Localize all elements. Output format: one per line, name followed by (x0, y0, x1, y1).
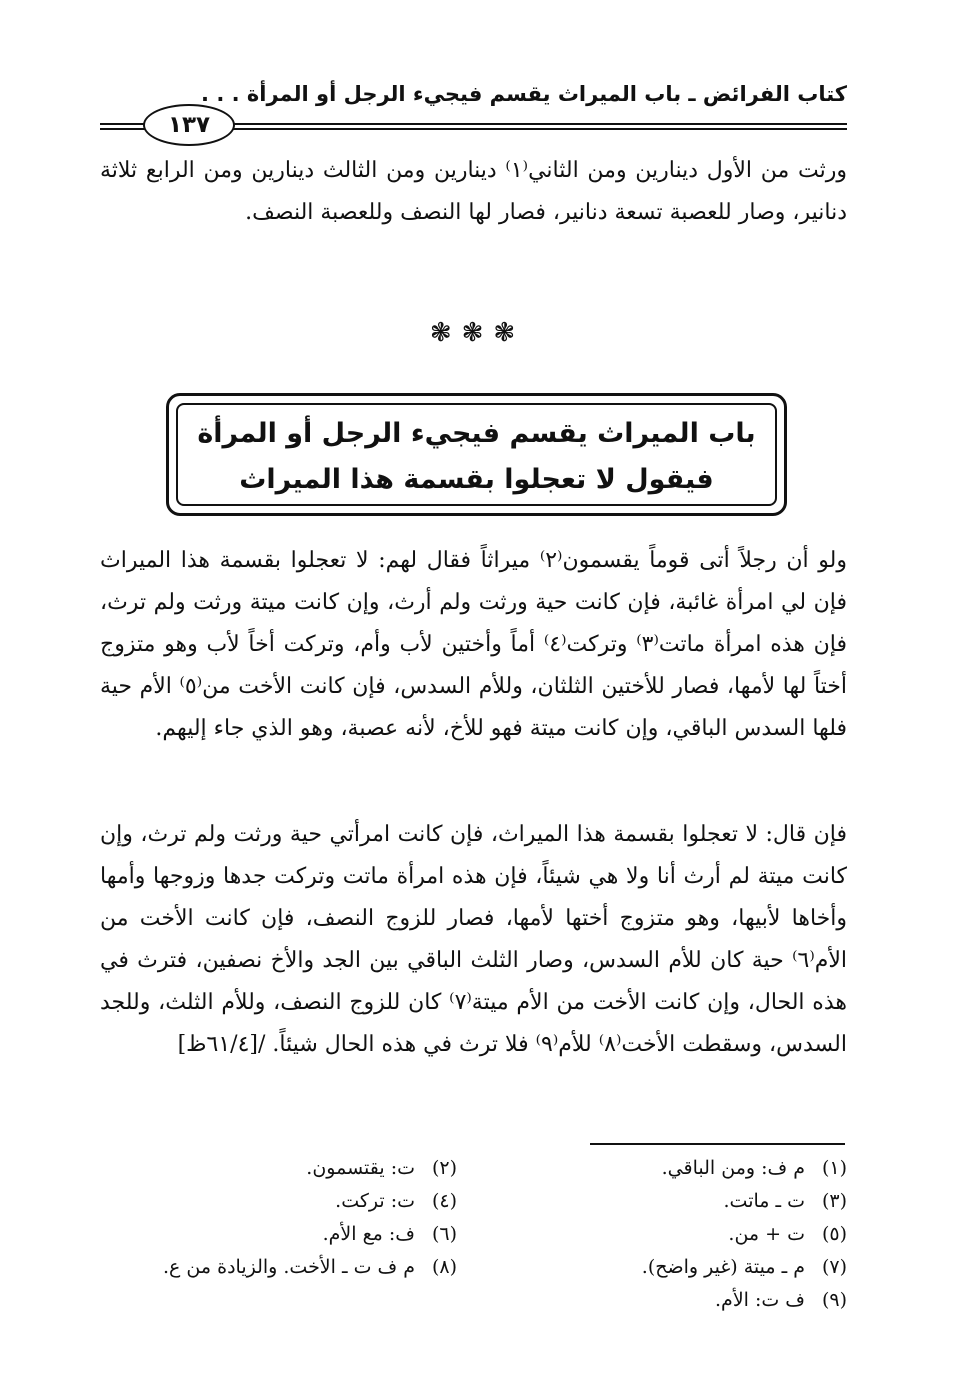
footnote-number: (٩) (821, 1289, 847, 1311)
footnote-item (102, 1185, 457, 1218)
footnote-item (517, 1152, 847, 1185)
footnote-item (102, 1218, 457, 1251)
manuscript-marker: /[٦١/٤ظ] (177, 1032, 266, 1057)
footnote-number: (٤) (431, 1190, 457, 1212)
footnote-number: (٨) (431, 1256, 457, 1278)
footnote-item (517, 1218, 847, 1251)
footnote-item (517, 1185, 847, 1218)
footnote-number: (٣) (821, 1190, 847, 1212)
page-number: ١٣٧ (143, 104, 235, 146)
footnote-text: ت: يقتسمون. (306, 1157, 415, 1179)
footnote-number: (٧) (821, 1256, 847, 1278)
section-title (176, 403, 777, 506)
footnote-item (517, 1251, 847, 1284)
footnote-item (517, 1284, 847, 1317)
footnote-number: (٢) (431, 1157, 457, 1179)
running-header: كتاب الفرائض ـ باب الميراث يقسم فيجيء الرجل أو المرأة . . . (201, 82, 847, 106)
section-title-frame (166, 393, 787, 516)
footnote-item (102, 1251, 457, 1284)
footnote-text: ت ـ ماتت. (723, 1190, 805, 1212)
footnote-number: (٥) (821, 1223, 847, 1245)
footnote-number: (١) (821, 1157, 847, 1179)
footnote-text: م ف ت ـ الأخت. والزيادة من ع. (163, 1256, 415, 1278)
section-title-line-2: فيقول لا تعجلوا بقسمة هذا الميراث (239, 464, 714, 495)
body-paragraph-2 (100, 814, 847, 1066)
footnote-item (102, 1152, 457, 1185)
intro-paragraph: ورثت من الأول دينارين ومن الثاني⁽١⁾ دينارين ومن الثالث دينارين ومن الرابع ثلاثة دنانير، وصار للعصبة تسعة دنانير، فصار لها النصف وللعصبة النصف. (100, 158, 848, 225)
footnote-text: ف ت: الأم. (715, 1289, 805, 1311)
paragraph-2-text: فإن قال: لا تعجلوا بقسمة هذا الميراث، فإن كانت امرأتي حية ورثت ولم ترث، وإن كانت ميتة لم أرث أنا ولا هي شيئاً، فإن هذه امرأة ماتت وتركت جدها وزوجها وأمها وأخاها لأبيها، وهو متزوج أختها لأمها، فصار للزوج النصف، فإن كانت الأخت من الأم⁽٦⁾ حية كان للأم السدس، وصار الثلث الباقي بين الجد والأخ نصفين، فترث في هذه الحال، وإن كانت الأخت من الأم ميتة⁽٧⁾ كان للزوج النصف، وللأم الثلث، وللجد السدس، وسقطت الأخت⁽٨⁾ للأم⁽٩⁾ فلا ترث في هذه الحال شيئاً. (100, 822, 847, 1057)
footnote-text: ت: تركت. (335, 1190, 415, 1212)
footnote-text: م ف: ومن الباقي. (661, 1157, 805, 1179)
footnote-text: م ـ ميتة (غير واضح). (641, 1256, 805, 1278)
footnotes-left-column (102, 1152, 457, 1284)
footnote-text: ف: مع الأم. (322, 1223, 415, 1245)
footnotes-right-column (517, 1152, 847, 1317)
body-paragraph-1: ولو أن رجلاً أتى قوماً يقسمون⁽٢⁾ ميراثاً فقال لهم: لا تعجلوا بقسمة هذا الميراث فإن لي امرأة غائبة، فإن كانت حية ورثت ولم أرث، وإن كانت ميتة ورثت ولم ترث، فإن هذه امرأة ماتت⁽٣⁾ وتركت⁽٤⁾ أماً وأختين لأب وأم، وتركت أخاً لأب وهو متزوج أختاً لها لأمها، فصار للأختين الثلثان، وللأم السدس، فإن كانت الأخت من⁽٥⁾ الأم حية فلها السدس الباقي، وإن كانت ميتة فهو للأخ، لأنه عصبة، وهو الذي جاء إليهم. (100, 548, 848, 741)
section-title-line-1: باب الميراث يقسم فيجيء الرجل أو المرأة (197, 418, 756, 449)
footnote-number: (٦) (431, 1223, 457, 1245)
section-separator: ❃❃❃ (429, 318, 526, 348)
footnote-text: ت + من. (728, 1223, 805, 1245)
footnote-rule (590, 1143, 845, 1145)
